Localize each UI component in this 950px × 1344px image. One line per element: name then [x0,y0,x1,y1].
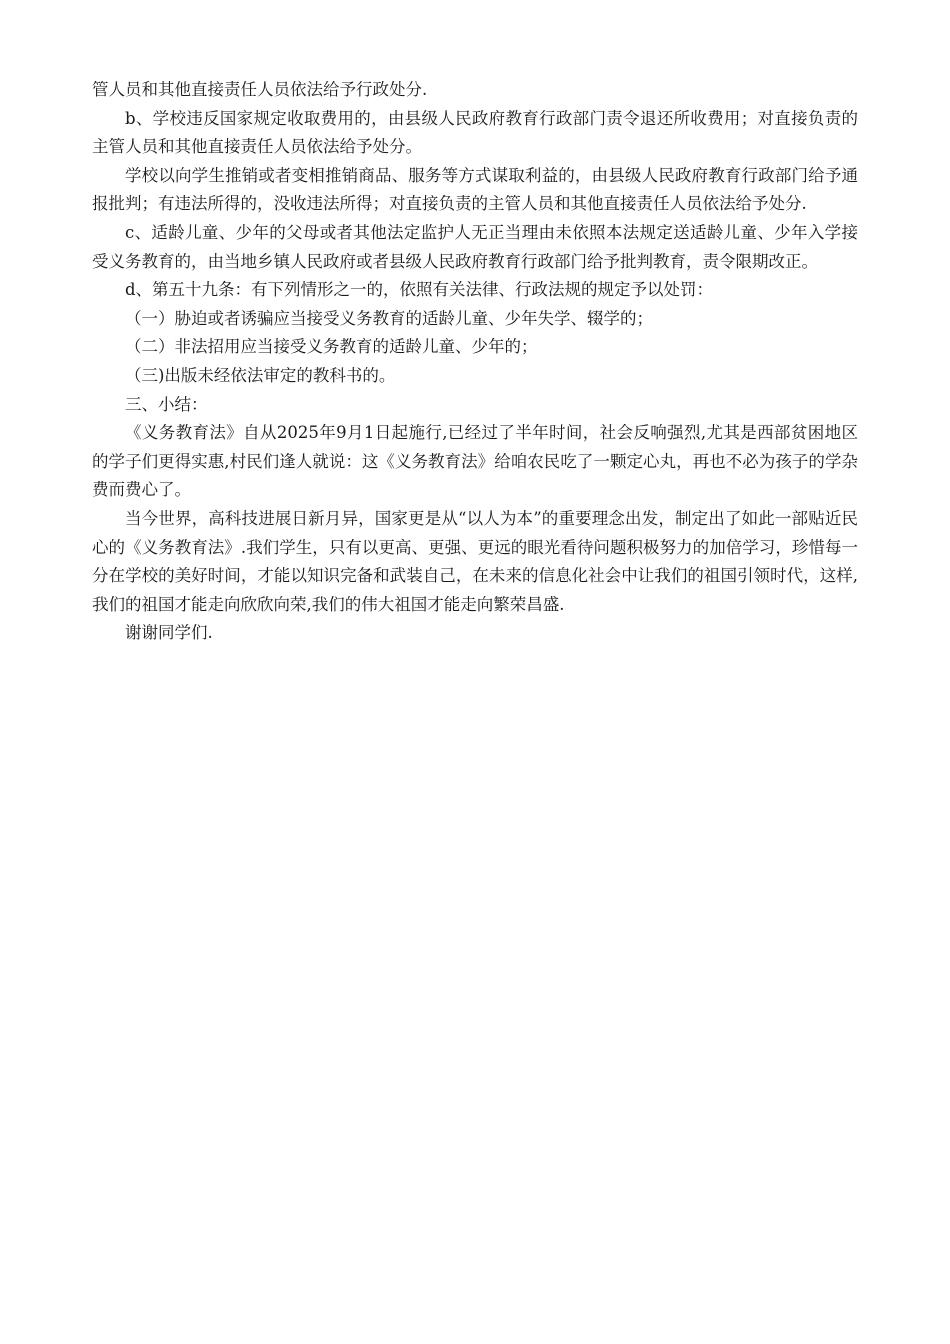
paragraph-c-guardians: c、适龄儿童、少年的父母或者其他法定监护人无正当理由未依照本法规定送适龄儿童、少年入学接受义务教育的，由当地乡镇人民政府或者县级人民政府教育行政部门给予批判教育，责令限期改正。 [92,222,858,271]
list-item-1: （一）胁迫或者诱骗应当接受义务教育的适龄儿童、少年失学、辍学的； [125,308,653,328]
section-heading-summary: 三、小结： [125,394,208,414]
paragraph-summary-2: 当今世界，高科技进展日新月异，国家更是从“以人为本”的重要理念出发，制定出了如此一部贴近民心的《义务教育法》.我们学生，只有以更高、更强、更远的眼光看待问题积极努力的加倍学习，珍惜每一分在学校的美好时间，才能以知识完备和武装自己，在未来的信息化社会中让我们的祖国引领时代，这样,我们的祖国才能走向欣欣向荣,我们的伟大祖国才能走向繁荣昌盛. [92,508,858,614]
paragraph-summary-1: 《义务教育法》自从2025年9月1日起施行,已经过了半年时间，社会反响强烈,尤其是西部贫困地区的学子们更得实惠,村民们逢人就说：这《义务教育法》给咱农民吃了一颗定心丸，再也不必为孩子的学杂费而费心了。 [92,423,858,500]
list-item-2: （二）非法招用应当接受义务教育的适龄儿童、少年的； [125,337,538,357]
closing-line: 谢谢同学们. [125,623,213,643]
paragraph-commercial-promotion: 学校以向学生推销或者变相推销商品、服务等方式谋取利益的，由县级人民政府教育行政部门给予通报批判；有违法所得的，没收违法所得；对直接负责的主管人员和其他直接责任人员依法给予处分. [92,165,858,214]
paragraph-d-article-59: d、第五十九条：有下列情形之一的，依照有关法律、行政法规的规定予以处罚： [125,280,714,300]
document-body [92,76,858,648]
paragraph-b-fees: b、学校违反国家规定收取费用的，由县级人民政府教育行政部门责令退还所收费用；对直接负责的主管人员和其他直接责任人员依法给予处分。 [92,108,858,157]
paragraph-continuation: 管人员和其他直接责任人员依法给予行政处分. [92,80,428,99]
list-item-3: （三)出版未经依法审定的教科书的。 [125,365,396,385]
